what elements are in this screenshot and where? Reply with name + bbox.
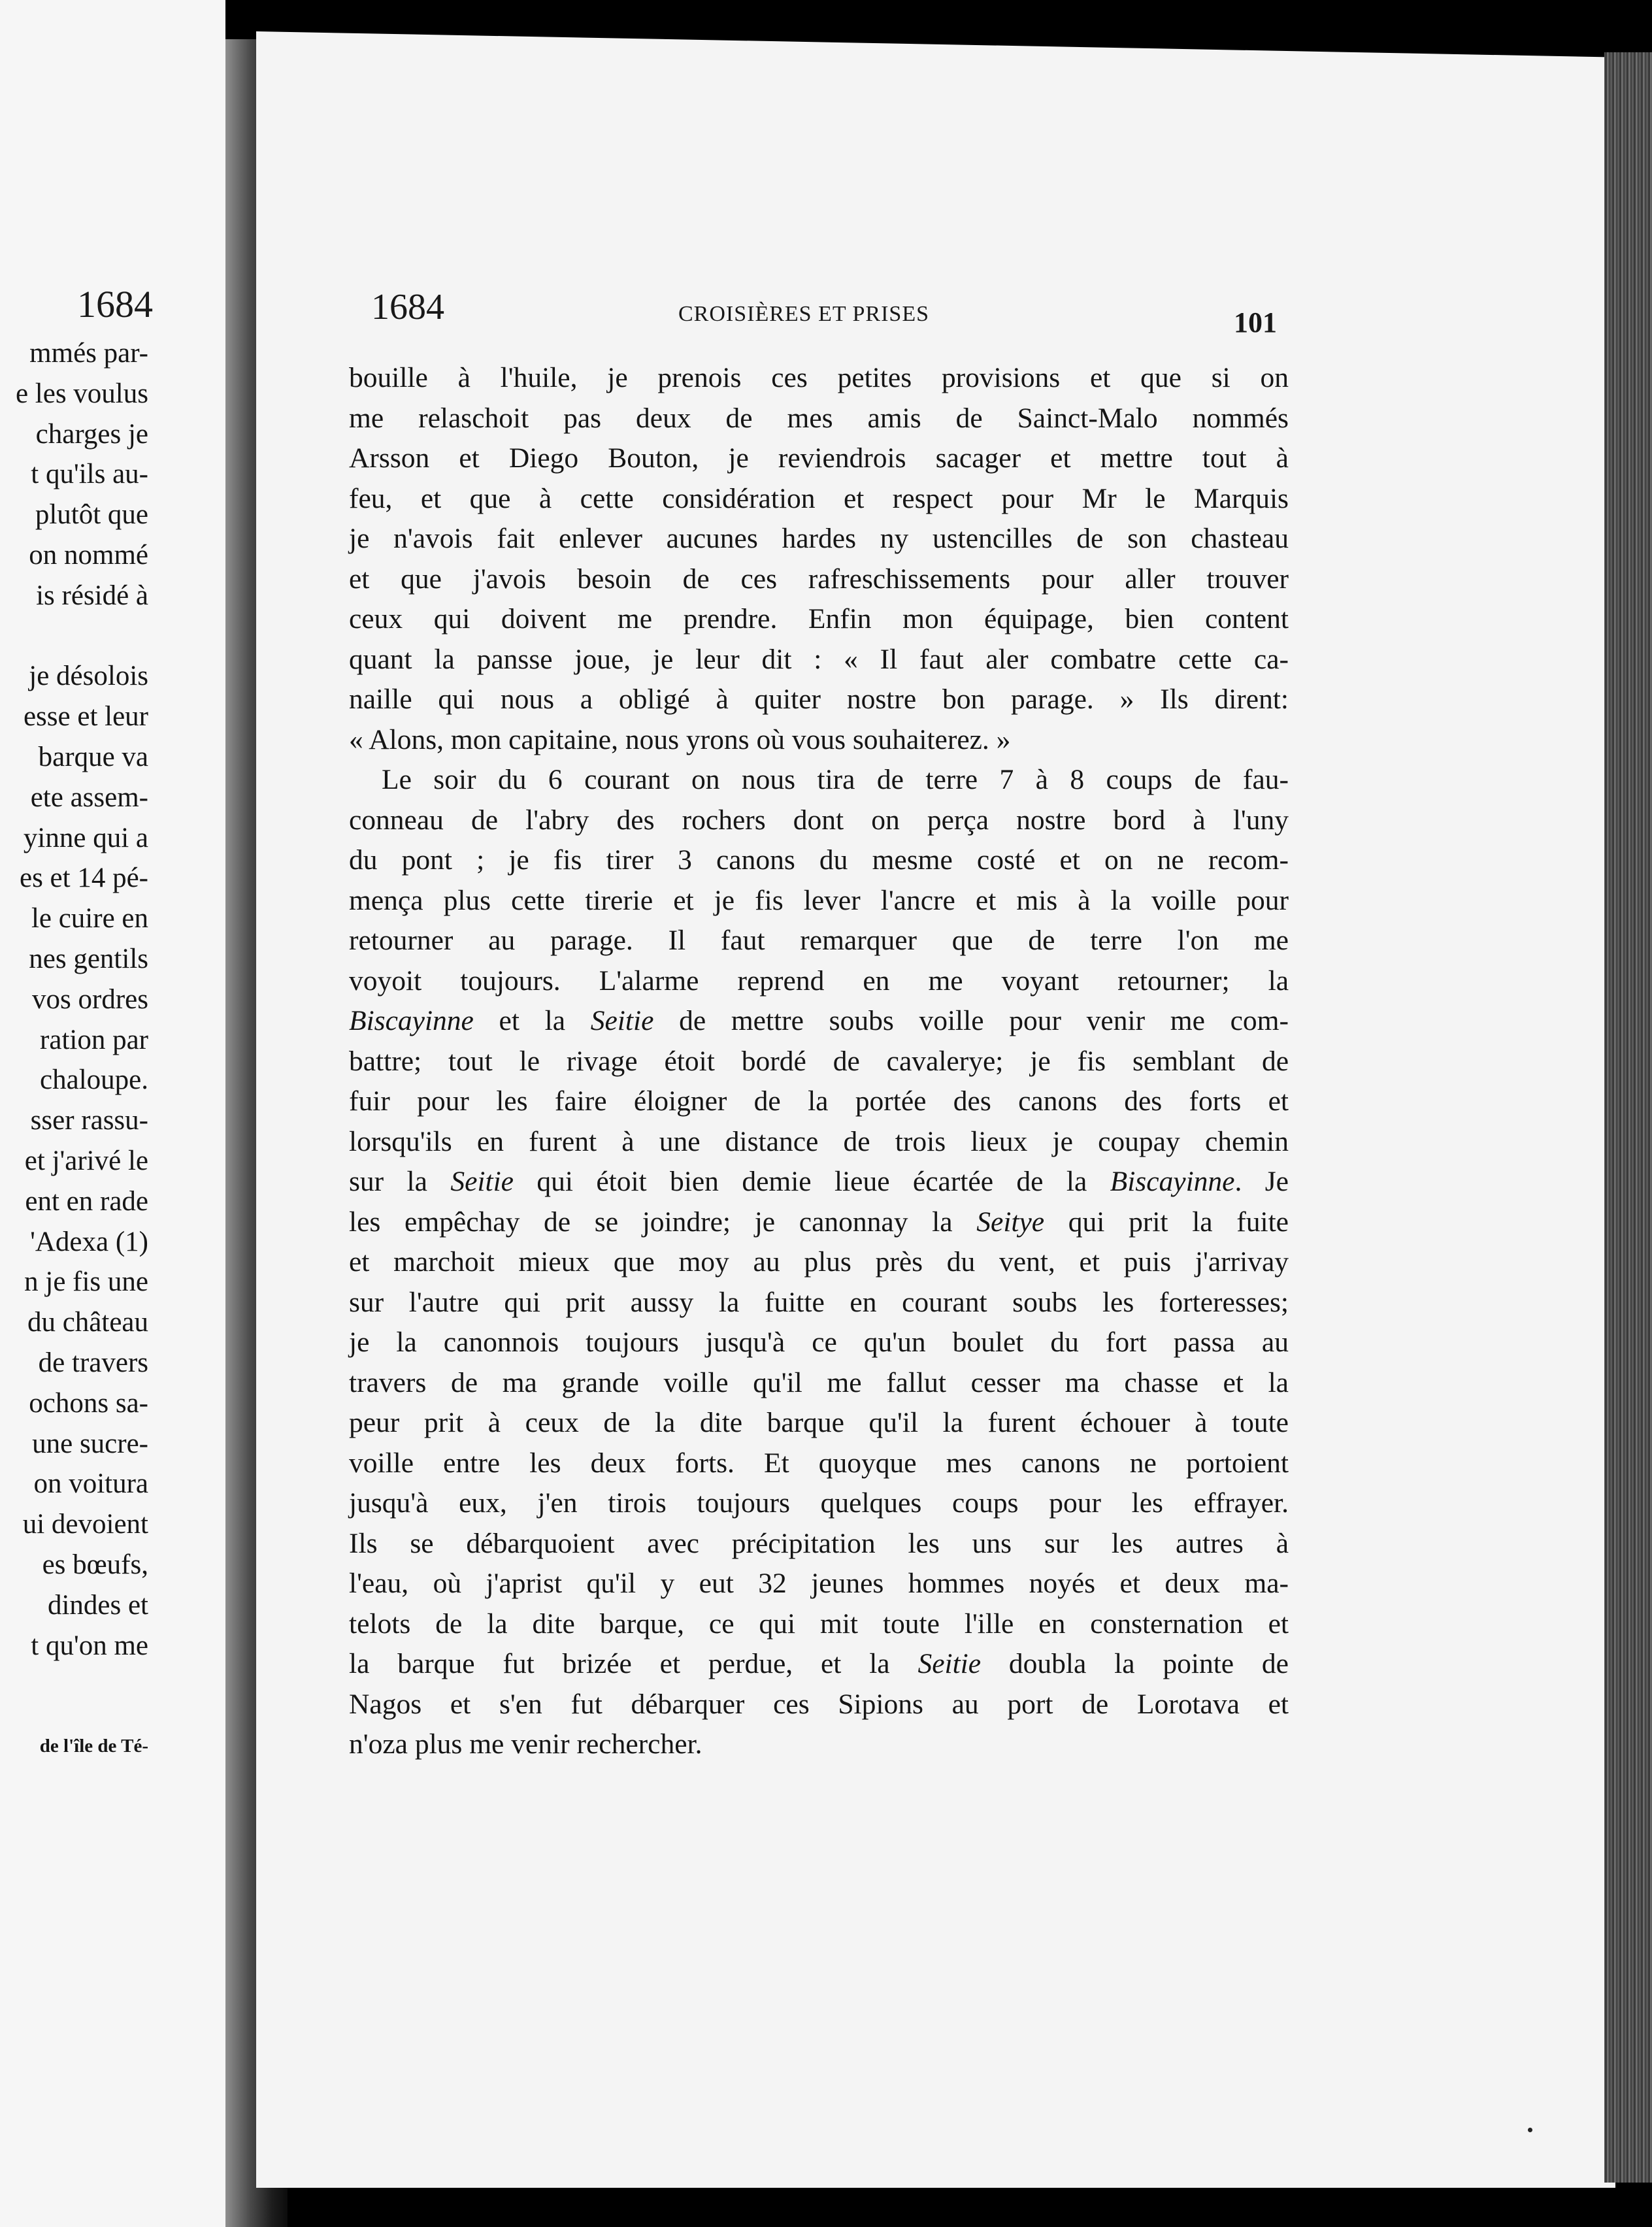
- left-page-year: 1684: [77, 283, 153, 325]
- page-edges: [1604, 52, 1652, 2183]
- left-page-line: vos ordres: [32, 983, 148, 1015]
- text-line: lorsqu'ils en furent à une distance de trois lieux je coupay chemin: [349, 1125, 1289, 1157]
- left-page-line: ration par: [40, 1024, 148, 1055]
- text-line: mença plus cette tirerie et je fis lever l'ancre et mis à la voille pour: [349, 884, 1289, 916]
- text-line: naille qui nous a obligé à quiter nostre bon parage. » Ils dirent:: [349, 684, 1289, 715]
- ink-speck: [1528, 2128, 1532, 2132]
- text-run: les empêchay de se joindre; je canonnay la: [349, 1206, 977, 1238]
- text-line: jusqu'à eux, j'en tirois toujours quelques coups pour les effrayer.: [349, 1487, 1289, 1519]
- text-line: sur l'autre qui prit aussy la fuitte en courant soubs les forteresses;: [349, 1286, 1289, 1318]
- left-page-line: is résidé à: [36, 580, 148, 611]
- text-line: me relaschoit pas deux de mes amis de Sainct-Malo nommés: [349, 402, 1289, 434]
- text-line: « Alons, mon capitaine, nous yrons où vous souhaiterez. »: [349, 723, 1011, 755]
- italic-name: Seitie: [590, 1005, 654, 1036]
- left-page-line: plutôt que: [35, 499, 148, 531]
- left-page-line: es bœufs,: [42, 1549, 148, 1580]
- text-line: fuir pour les faire éloigner de la portée des canons des forts et: [349, 1085, 1289, 1117]
- text-line: bouille à l'huile, je prenois ces petites provisions et que si on: [349, 362, 1289, 393]
- page-number: 101: [1234, 306, 1277, 338]
- text-line: battre; tout le rivage étoit bordé de cavalerye; je fis semblant de: [349, 1045, 1289, 1077]
- text-run: sur la: [349, 1166, 451, 1197]
- left-page-line: une sucre-: [32, 1428, 148, 1459]
- text-line: [349, 1001, 1289, 1042]
- text-run: de mettre soubs voille pour venir me com-: [653, 1005, 1289, 1036]
- text-line: voyoit toujours. L'alarme reprend en me voyant retourner; la: [349, 965, 1289, 997]
- text-run: la barque fut brizée et perdue, et la: [349, 1648, 918, 1679]
- left-page-line: on voitura: [33, 1468, 148, 1500]
- text-line: Le soir du 6 courant on nous tira de terre 7 à 8 coups de fau-: [382, 764, 1289, 795]
- left-page-line: on nommé: [29, 540, 148, 570]
- left-page-line: nes gentils: [29, 944, 148, 974]
- text-run: et la: [473, 1005, 591, 1036]
- left-page-line: barque va: [38, 742, 148, 772]
- left-page-line: du château: [27, 1307, 148, 1338]
- left-page-line: ui devoient: [22, 1509, 148, 1540]
- left-page-line: t qu'on me: [31, 1630, 148, 1661]
- left-page-line: t qu'ils au-: [31, 459, 148, 490]
- text-line: telots de la dite barque, ce qui mit toute l'ille en consternation et: [349, 1608, 1289, 1640]
- italic-name: Seitie: [450, 1166, 514, 1197]
- left-page-line: sser rassu-: [30, 1105, 148, 1136]
- text-run: . Je: [1234, 1166, 1289, 1197]
- left-page-line: yinne qui a: [23, 822, 148, 853]
- text-line: retourner au parage. Il faut remarquer que de terre l'on me: [349, 925, 1289, 956]
- left-page-line: chaloupe.: [40, 1064, 148, 1096]
- italic-name: Biscayinne: [349, 1005, 474, 1036]
- left-page-line: et j'arivé le: [24, 1146, 148, 1176]
- text-line: je la canonnois toujours jusqu'à ce qu'un boulet du fort passa au: [349, 1327, 1289, 1358]
- text-line: travers de ma grande voille qu'il me fallut cesser ma chasse et la: [349, 1366, 1289, 1398]
- text-line: ceux qui doivent me prendre. Enfin mon équipage, bien content: [349, 603, 1289, 635]
- text-run: qui étoit bien demie lieue écartée de la: [513, 1166, 1110, 1197]
- text-run: qui prit la fuite: [1044, 1206, 1289, 1238]
- text-line: feu, et que à cette considération et respect pour Mr le Marquis: [349, 482, 1289, 514]
- text-line: je n'avois fait enlever aucunes hardes ny ustencilles de son chasteau: [349, 523, 1289, 554]
- left-page-line: charges je: [35, 418, 148, 450]
- left-page-line: ete assem-: [30, 782, 148, 813]
- italic-name: Seitye: [976, 1206, 1045, 1238]
- text-line: Nagos et s'en fut débarquer ces Sipions au port de Lorotava et: [349, 1688, 1289, 1720]
- body-text: [349, 358, 1289, 1765]
- text-line: [349, 1162, 1289, 1202]
- italic-name: Biscayinne: [1110, 1166, 1235, 1197]
- text-run: doubla la pointe de: [981, 1648, 1289, 1679]
- left-page-line: n je fis une: [24, 1266, 148, 1298]
- text-line: [349, 1644, 1289, 1685]
- left-page-line: je désolois: [29, 661, 148, 692]
- text-line: quant la pansse joue, je leur dit : « Il faut aler combatre cette ca-: [349, 643, 1289, 675]
- text-line: conneau de l'abry des rochers dont on perça nostre bord à l'uny: [349, 804, 1289, 836]
- text-line: voille entre les deux forts. Et quoyque mes canons ne portoient: [349, 1447, 1289, 1479]
- text-line: l'eau, où j'aprist qu'il y eut 32 jeunes hommes noyés et deux ma-: [349, 1568, 1289, 1599]
- text-line: du pont ; je fis tirer 3 canons du mesme costé et on ne recom-: [349, 844, 1289, 876]
- italic-name: Seitie: [917, 1648, 982, 1679]
- left-page-line: de travers: [38, 1347, 148, 1378]
- left-page-footnote: de l'île de Té-: [39, 1736, 148, 1757]
- left-page-line: le cuire en: [31, 903, 148, 934]
- text-line: Ils se débarquoient avec précipitation les uns sur les autres à: [349, 1527, 1289, 1559]
- text-line: peur prit à ceux de la dite barque qu'il la furent échouer à toute: [349, 1407, 1289, 1438]
- left-page-line: ochons sa-: [29, 1387, 148, 1419]
- running-head-title: CROISIÈRES ET PRISES: [678, 302, 930, 326]
- text-line: n'oza plus me venir rechercher.: [349, 1728, 702, 1760]
- left-page-line: esse et leur: [23, 701, 148, 733]
- left-page-line: dindes et: [47, 1589, 148, 1621]
- left-page-line: ent en rade: [25, 1185, 148, 1217]
- left-page: [0, 0, 225, 2227]
- left-page-line: mmés par-: [29, 338, 148, 369]
- text-line: Arsson et Diego Bouton, je reviendrois sacager et mettre tout à: [349, 442, 1289, 474]
- text-line: [349, 1202, 1289, 1243]
- text-line: et marchoit mieux que moy au plus près du vent, et puis j'arrivay: [349, 1246, 1289, 1278]
- left-page-line: e les voulus: [15, 378, 148, 409]
- left-page-line: es et 14 pé-: [19, 863, 148, 894]
- left-page-line: 'Adexa (1): [30, 1226, 148, 1257]
- running-head-year: 1684: [371, 287, 444, 327]
- text-line: et que j'avois besoin de ces rafreschissements pour aller trouver: [349, 563, 1289, 595]
